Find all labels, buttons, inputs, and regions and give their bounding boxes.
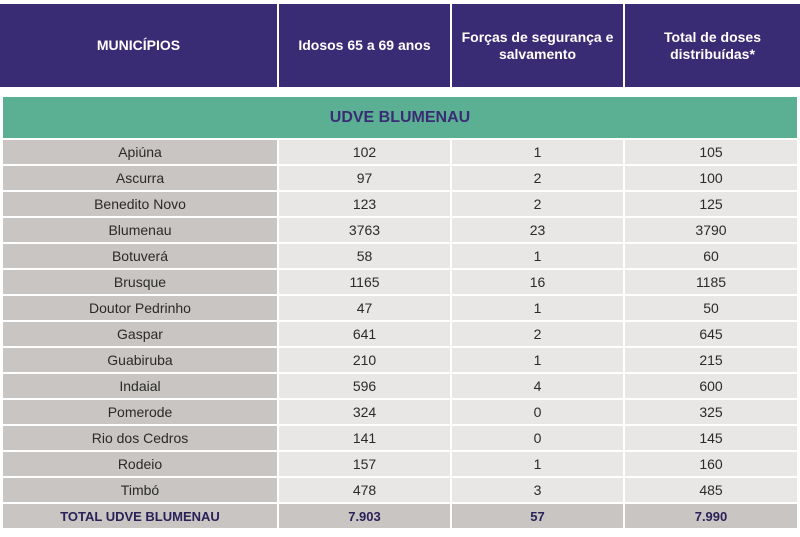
total-forcas: 57 xyxy=(452,504,625,528)
municipio-cell: Apiúna xyxy=(3,140,279,164)
total-cell: 105 xyxy=(625,140,797,164)
table-row xyxy=(3,166,797,192)
table-row xyxy=(3,296,797,322)
total-cell: 485 xyxy=(625,478,797,502)
total-cell: 600 xyxy=(625,374,797,398)
total-idosos: 7.903 xyxy=(279,504,452,528)
municipio-cell: Guabiruba xyxy=(3,348,279,372)
table-row xyxy=(3,322,797,348)
table-header xyxy=(0,4,800,87)
municipio-cell: Timbó xyxy=(3,478,279,502)
forcas-cell: 1 xyxy=(452,296,625,320)
header-idosos: Idosos 65 a 69 anos xyxy=(279,4,452,87)
forcas-cell: 0 xyxy=(452,400,625,424)
table-row xyxy=(3,218,797,244)
total-cell: 3790 xyxy=(625,218,797,242)
total-cell: 215 xyxy=(625,348,797,372)
forcas-cell: 1 xyxy=(452,348,625,372)
idosos-cell: 97 xyxy=(279,166,452,190)
forcas-cell: 3 xyxy=(452,478,625,502)
idosos-cell: 123 xyxy=(279,192,452,216)
municipio-cell: Indaial xyxy=(3,374,279,398)
municipio-cell: Ascurra xyxy=(3,166,279,190)
table-row xyxy=(3,244,797,270)
forcas-cell: 0 xyxy=(452,426,625,450)
table-row xyxy=(3,270,797,296)
idosos-cell: 47 xyxy=(279,296,452,320)
municipio-cell: Benedito Novo xyxy=(3,192,279,216)
total-cell: 1185 xyxy=(625,270,797,294)
municipio-cell: Rio dos Cedros xyxy=(3,426,279,450)
table-body xyxy=(3,140,797,530)
total-cell: 125 xyxy=(625,192,797,216)
municipio-cell: Rodeio xyxy=(3,452,279,476)
idosos-cell: 3763 xyxy=(279,218,452,242)
idosos-cell: 1165 xyxy=(279,270,452,294)
total-cell: 145 xyxy=(625,426,797,450)
header-municipios: MUNICÍPIOS xyxy=(0,4,279,87)
municipio-cell: Pomerode xyxy=(3,400,279,424)
idosos-cell: 210 xyxy=(279,348,452,372)
section-title: UDVE BLUMENAU xyxy=(3,97,797,138)
table-row xyxy=(3,478,797,504)
table-row xyxy=(3,192,797,218)
total-cell: 60 xyxy=(625,244,797,268)
municipio-cell: Doutor Pedrinho xyxy=(3,296,279,320)
total-cell: 160 xyxy=(625,452,797,476)
municipio-cell: Gaspar xyxy=(3,322,279,346)
total-cell: 100 xyxy=(625,166,797,190)
header-total: Total de doses distribuídas* xyxy=(625,4,800,87)
idosos-cell: 324 xyxy=(279,400,452,424)
idosos-cell: 102 xyxy=(279,140,452,164)
table-row xyxy=(3,140,797,166)
forcas-cell: 1 xyxy=(452,140,625,164)
total-cell: 645 xyxy=(625,322,797,346)
idosos-cell: 596 xyxy=(279,374,452,398)
idosos-cell: 478 xyxy=(279,478,452,502)
forcas-cell: 1 xyxy=(452,452,625,476)
idosos-cell: 157 xyxy=(279,452,452,476)
idosos-cell: 141 xyxy=(279,426,452,450)
forcas-cell: 2 xyxy=(452,192,625,216)
total-label: TOTAL UDVE BLUMENAU xyxy=(3,504,279,528)
table-row xyxy=(3,400,797,426)
forcas-cell: 1 xyxy=(452,244,625,268)
total-doses: 7.990 xyxy=(625,504,797,528)
forcas-cell: 4 xyxy=(452,374,625,398)
forcas-cell: 2 xyxy=(452,322,625,346)
forcas-cell: 2 xyxy=(452,166,625,190)
forcas-cell: 23 xyxy=(452,218,625,242)
total-row xyxy=(3,504,797,530)
idosos-cell: 58 xyxy=(279,244,452,268)
total-cell: 325 xyxy=(625,400,797,424)
forcas-cell: 16 xyxy=(452,270,625,294)
municipio-cell: Brusque xyxy=(3,270,279,294)
total-cell: 50 xyxy=(625,296,797,320)
idosos-cell: 641 xyxy=(279,322,452,346)
municipio-cell: Blumenau xyxy=(3,218,279,242)
header-forcas: Forças de segurança e salvamento xyxy=(452,4,625,87)
table-row xyxy=(3,348,797,374)
municipio-cell: Botuverá xyxy=(3,244,279,268)
table-row xyxy=(3,426,797,452)
table-row xyxy=(3,452,797,478)
table-row xyxy=(3,374,797,400)
